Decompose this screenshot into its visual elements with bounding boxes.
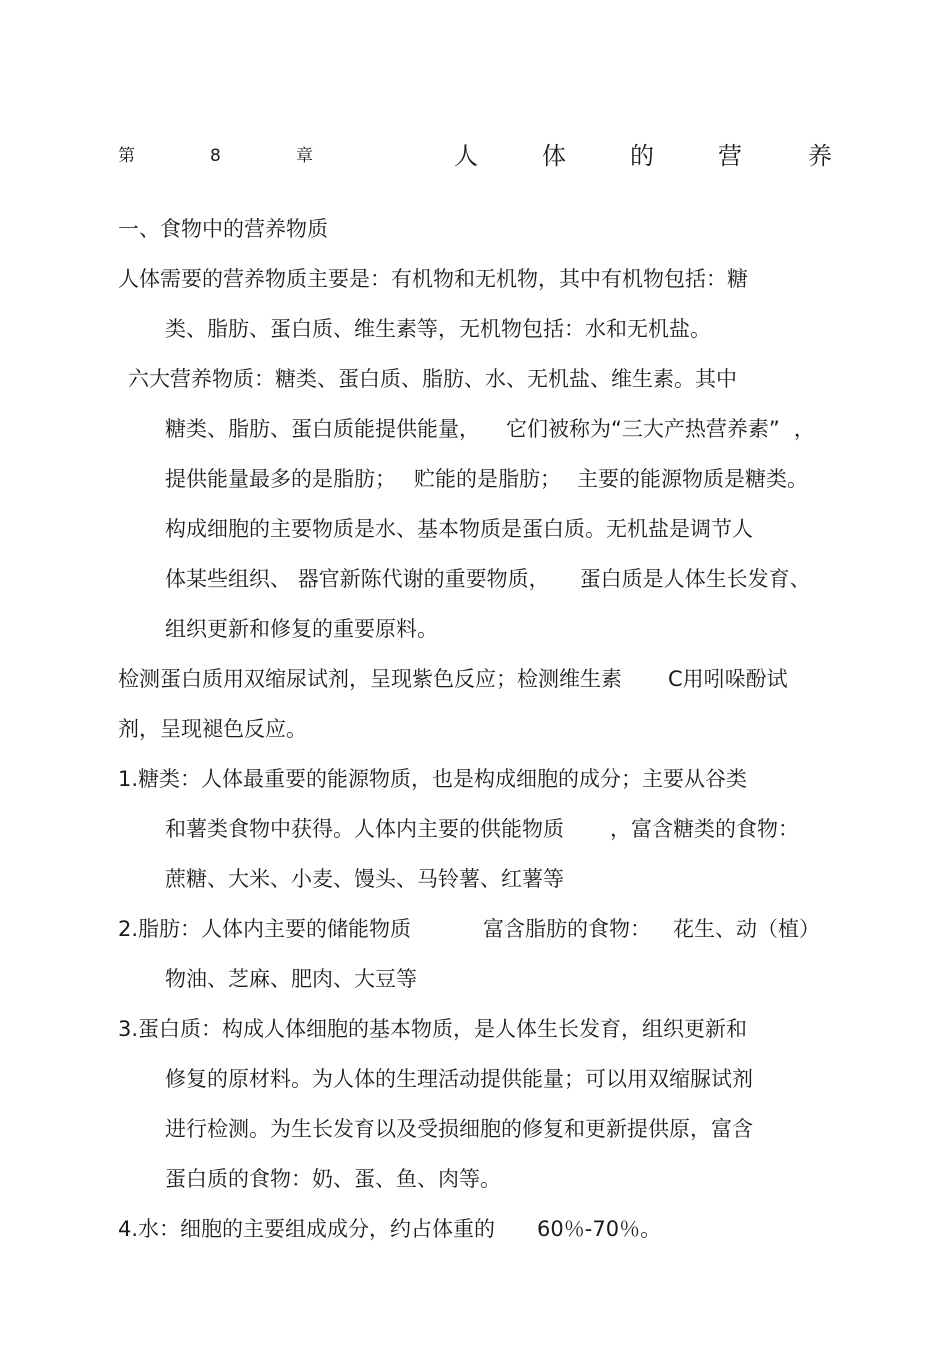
title-char: 人 — [454, 142, 478, 170]
paragraph-line — [165, 414, 815, 444]
list-item-line — [165, 814, 799, 844]
title-char: 养 — [808, 142, 832, 170]
list-item-line: 修复的原材料。为人体的生理活动提供能量；可以用双缩脲试剂 — [165, 1067, 753, 1091]
list-item-line: 蛋白质的食物：奶、蛋、鱼、肉等。 — [165, 1167, 501, 1191]
text-span: 贮能的是脂肪； — [414, 467, 561, 491]
chapter-title — [118, 140, 834, 172]
text-span: 提供能量最多的是脂肪； — [165, 467, 396, 491]
text-span: 4.水：细胞的主要组成成分，约占体重的 — [118, 1217, 496, 1241]
title-char: 的 — [630, 142, 654, 170]
paragraph-line: 类、脂肪、蛋白质、维生素等，无机物包括：水和无机盐。 — [165, 317, 711, 341]
paragraph-line — [118, 664, 788, 694]
section-heading: 一、食物中的营养物质 — [118, 217, 328, 241]
paragraph-line: 六大营养物质：糖类、蛋白质、脂肪、水、无机盐、维生素。其中 — [128, 367, 737, 391]
text-span: 2.脂肪：人体内主要的储能物质 — [118, 917, 412, 941]
paragraph-line: 剂，呈现褪色反应。 — [118, 717, 307, 741]
text-span: 蛋白质是人体生长发育、 — [579, 567, 811, 591]
list-item-line: 蔗糖、大米、小麦、馒头、马铃薯、红薯等 — [165, 867, 564, 891]
text-span: 富含脂肪的食物： — [483, 917, 652, 941]
text-span: 体某些组织、 器官新陈代谢的重要物质， — [165, 567, 550, 591]
list-item-line: 3.蛋白质：构成人体细胞的基本物质，是人体生长发育，组织更新和 — [118, 1017, 748, 1041]
paragraph-line: 构成细胞的主要物质是水、基本物质是蛋白质。无机盐是调节人 — [165, 517, 753, 541]
text-span: 60％-70％。 — [537, 1217, 662, 1241]
text-span: 糖类、脂肪、蛋白质能提供能量， — [165, 417, 480, 441]
title-char: 章 — [296, 146, 313, 166]
list-item-line: 进行检测。为生长发育以及受损细胞的修复和更新提供原，富含 — [165, 1117, 753, 1141]
list-item-line: 物油、芝麻、肥肉、大豆等 — [165, 967, 417, 991]
paragraph-line — [165, 464, 808, 494]
text-span: C用吲哚酚试 — [668, 667, 788, 691]
paragraph-line — [165, 564, 811, 594]
text-span: 检测蛋白质用双缩尿试剂，呈现紫色反应；检测维生素 — [118, 667, 622, 691]
title-char: 体 — [542, 142, 566, 170]
text-span: 花生、动（植） — [673, 917, 821, 941]
list-item-line: 1.糖类：人体最重要的能源物质，也是构成细胞的成分；主要从谷类 — [118, 767, 748, 791]
list-item-line — [118, 914, 820, 944]
text-span: 和薯类食物中获得。人体内主要的供能物质 — [165, 817, 564, 841]
text-span: 它们被称为“三大产热营养素” — [506, 417, 780, 441]
title-char: 第 — [118, 146, 135, 166]
text-span: 主要的能源物质是糖类。 — [577, 467, 808, 491]
text-span: ，富含糖类的食物： — [610, 817, 799, 841]
paragraph-line: 人体需要的营养物质主要是：有机物和无机物，其中有机物包括：糖 — [118, 267, 748, 291]
title-char: 营 — [718, 142, 742, 170]
list-item-line — [118, 1214, 661, 1244]
title-char: 8 — [210, 146, 221, 166]
text-span: ， — [793, 417, 815, 441]
paragraph-line: 组织更新和修复的重要原料。 — [165, 617, 438, 641]
